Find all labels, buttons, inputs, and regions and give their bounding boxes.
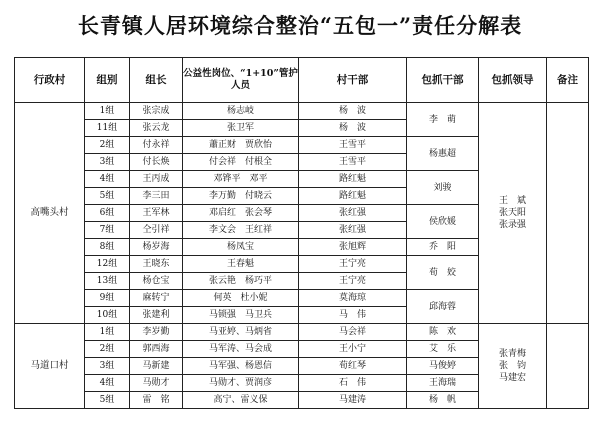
leader-cell: 张宗成 (130, 103, 183, 120)
leader-cell: 李岁勤 (130, 324, 183, 341)
header-welfare: 公益性岗位、“1+10”管护人员 (183, 58, 299, 103)
cadre-cell: 石 伟 (299, 375, 407, 392)
cadre-cell: 王小宁 (299, 341, 407, 358)
cadre-cell: 杨 波 (299, 120, 407, 137)
leader-cell: 张建利 (130, 307, 183, 324)
group-cell: 10组 (85, 307, 130, 324)
remark-cell (547, 324, 589, 409)
contact-leader-name: 马建宏 (498, 373, 526, 383)
group-cell: 1组 (85, 324, 130, 341)
leader-cell: 王丙成 (130, 171, 183, 188)
header-row (15, 58, 589, 103)
cadre-cell: 马会祥 (299, 324, 407, 341)
cadre-cell: 张旭辉 (299, 239, 407, 256)
leader-cell: 雷 铭 (130, 392, 183, 409)
welfare-cell: 付会祥 付根全 (183, 154, 299, 171)
welfare-cell: 杨凤宝 (183, 239, 299, 256)
leader-cell: 仝引祥 (130, 222, 183, 239)
contact-cadre-cell: 邱海蓉 (407, 290, 479, 324)
group-cell: 4组 (85, 171, 130, 188)
contact-cadre-cell: 陈 欢 (407, 324, 479, 341)
contact-leader-name: 张青梅 (498, 349, 526, 359)
cadre-cell: 王宁亮 (299, 273, 407, 290)
cadre-cell: 路红魁 (299, 188, 407, 205)
contact-cadre-cell: 艾 乐 (407, 341, 479, 358)
leader-cell: 马新建 (130, 358, 183, 375)
page-title: 长青镇人居环境综合整治“五包一”责任分解表 (77, 13, 523, 38)
group-cell: 3组 (85, 154, 130, 171)
contact-leader-name: 张 钧 (498, 361, 526, 371)
header-village: 行政村 (15, 58, 85, 103)
welfare-cell: 王春魁 (183, 256, 299, 273)
cadre-cell: 王雪平 (299, 137, 407, 154)
village-name: 马道口村 (15, 324, 85, 409)
leader-cell: 付永祥 (130, 137, 183, 154)
leader-cell: 杨仓宝 (130, 273, 183, 290)
cadre-cell: 王宁亮 (299, 256, 407, 273)
contact-cadre-cell: 杨惠超 (407, 137, 479, 171)
cadre-cell: 荀红琴 (299, 358, 407, 375)
contact-leader-cell (479, 324, 547, 409)
header-group: 组别 (85, 58, 130, 103)
leader-cell: 杨岁海 (130, 239, 183, 256)
leader-cell: 王军林 (130, 205, 183, 222)
leader-cell: 郭西海 (130, 341, 183, 358)
leader-cell: 马勋才 (130, 375, 183, 392)
cadre-cell: 张红强 (299, 205, 407, 222)
welfare-cell: 张云艳 杨巧平 (183, 273, 299, 290)
cadre-cell: 马建涛 (299, 392, 407, 409)
welfare-cell: 马勋才、贾润彦 (183, 375, 299, 392)
welfare-cell: 邓启红 张会琴 (183, 205, 299, 222)
leader-cell: 张云龙 (130, 120, 183, 137)
welfare-cell: 高宁、雷义保 (183, 392, 299, 409)
contact-leader-name: 王 斌 (498, 196, 526, 206)
welfare-cell: 张卫军 (183, 120, 299, 137)
table-row (15, 324, 589, 341)
header-cadre: 村干部 (299, 58, 407, 103)
cadre-cell: 莫海琼 (299, 290, 407, 307)
group-cell: 2组 (85, 341, 130, 358)
leader-cell: 李三田 (130, 188, 183, 205)
welfare-cell: 马军强、杨恩信 (183, 358, 299, 375)
group-cell: 11组 (85, 120, 130, 137)
contact-cadre-cell: 乔 阳 (407, 239, 479, 256)
cadre-cell: 张红强 (299, 222, 407, 239)
cadre-cell: 王雪平 (299, 154, 407, 171)
welfare-cell: 马锁强 马卫兵 (183, 307, 299, 324)
group-cell: 13组 (85, 273, 130, 290)
group-cell: 5组 (85, 188, 130, 205)
leader-cell: 付长焕 (130, 154, 183, 171)
group-cell: 9组 (85, 290, 130, 307)
responsibility-table (14, 57, 589, 409)
group-cell: 3组 (85, 358, 130, 375)
contact-cadre-cell: 杨 帆 (407, 392, 479, 409)
header-remark: 备注 (547, 58, 589, 103)
leader-cell: 王晓东 (130, 256, 183, 273)
contact-cadre-cell: 李 萌 (407, 103, 479, 137)
group-cell: 6组 (85, 205, 130, 222)
group-cell: 12组 (85, 256, 130, 273)
group-cell: 1组 (85, 103, 130, 120)
contact-cadre-cell: 荀 姣 (407, 256, 479, 290)
header-contact-leader: 包抓领导 (479, 58, 547, 103)
welfare-cell: 蕭正财 贾欣怡 (183, 137, 299, 154)
leader-cell: 麻转宁 (130, 290, 183, 307)
group-cell: 7组 (85, 222, 130, 239)
welfare-cell: 邓铧平 邓平 (183, 171, 299, 188)
cadre-cell: 路红魁 (299, 171, 407, 188)
contact-leader-cell (479, 103, 547, 324)
welfare-cell: 杨志岐 (183, 103, 299, 120)
header-leader: 组长 (130, 58, 183, 103)
contact-cadre-cell: 侯欣媛 (407, 205, 479, 239)
welfare-cell: 李万勤 付晓云 (183, 188, 299, 205)
remark-cell (547, 103, 589, 324)
table-row (15, 103, 589, 120)
contact-leader-name: 张录强 (498, 220, 526, 230)
group-cell: 2组 (85, 137, 130, 154)
contact-cadre-cell: 刘骏 (407, 171, 479, 205)
welfare-cell: 马军涛、马会成 (183, 341, 299, 358)
welfare-cell: 李文会 王红祥 (183, 222, 299, 239)
contact-cadre-cell: 王海瑞 (407, 375, 479, 392)
group-cell: 4组 (85, 375, 130, 392)
cadre-cell: 杨 波 (299, 103, 407, 120)
group-cell: 8组 (85, 239, 130, 256)
village-name: 高嘴头村 (15, 103, 85, 324)
contact-cadre-cell: 马俊婷 (407, 358, 479, 375)
contact-leader-name: 张天阳 (498, 208, 526, 218)
header-contact-cadre: 包抓干部 (407, 58, 479, 103)
welfare-cell: 马亚婷、马炳省 (183, 324, 299, 341)
welfare-cell: 何英 杜小妮 (183, 290, 299, 307)
group-cell: 5组 (85, 392, 130, 409)
cadre-cell: 马 伟 (299, 307, 407, 324)
